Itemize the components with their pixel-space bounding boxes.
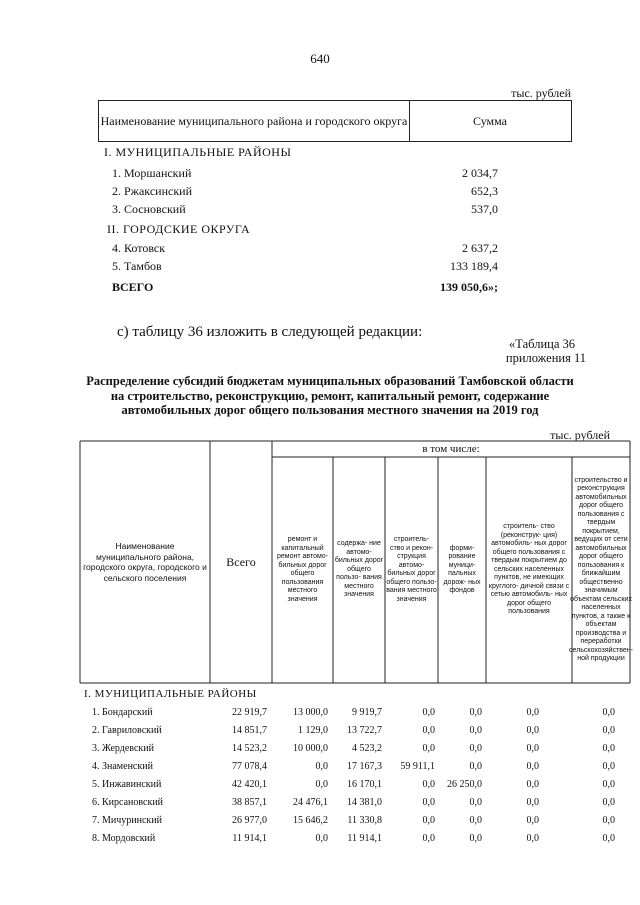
row-c4: 0,0 <box>469 725 482 736</box>
table-caption-number: «Таблица 36 <box>509 337 575 351</box>
row-c3: 59 911,1 <box>400 761 435 772</box>
row-c2: 16 170,1 <box>347 779 382 790</box>
table-row <box>0 707 640 725</box>
row-c1: 10 000,0 <box>293 743 328 754</box>
table1-header-name: Наименование муниципального района и городского округа <box>99 101 410 141</box>
row-c2: 13 722,7 <box>347 725 382 736</box>
row-c5: 0,0 <box>526 725 539 736</box>
row-c5: 0,0 <box>526 707 539 718</box>
table-row <box>0 833 640 851</box>
row-c6: 0,0 <box>602 815 615 826</box>
row-c2: 9 919,7 <box>352 707 382 718</box>
row-c1: 13 000,0 <box>293 707 328 718</box>
table1-header-sum: Сумма <box>473 113 507 128</box>
row-total: 22 919,7 <box>232 707 267 718</box>
row-total: 42 420,1 <box>232 779 267 790</box>
row-c6: 0,0 <box>602 761 615 772</box>
row-name: 8. Мордовский <box>92 833 156 844</box>
total-label: ВСЕГО <box>112 280 154 294</box>
table-title-line: на строительство, реконструкцию, ремонт, капитальный ремонт, содержание <box>110 388 550 403</box>
row-c2: 14 381,0 <box>347 797 382 808</box>
row-c3: 0,0 <box>422 815 435 826</box>
table2-col-header: строительство и реконструкция автомобильных дорог общего пользования с твердым покрытием, ведущих от сети автомобильных дорог общего пользования к ближайшим общественно значимым объектам сельских населенных пунктов, а также к объектам производства и переработки сельскохозяйствен- ной продукции <box>569 476 633 662</box>
row-total: 77 078,4 <box>232 761 267 772</box>
table2-header-including: в том числе: <box>422 443 480 455</box>
table-row <box>0 797 640 815</box>
row-c4: 0,0 <box>469 743 482 754</box>
row-c3: 0,0 <box>422 833 435 844</box>
row-name: 1. Бондарский <box>92 707 153 718</box>
row-c6: 0,0 <box>602 743 615 754</box>
table2-col-header: содержа- ние автомо- бильных дорог общего пользо- вания местного значения <box>334 540 384 599</box>
table-title-line: Распределение субсидий бюджетам муниципальных образований Тамбовской области <box>86 374 574 388</box>
row-c4: 0,0 <box>469 833 482 844</box>
row-value: 133 189,4 <box>450 259 498 273</box>
row-c1: 0,0 <box>315 779 328 790</box>
row-total: 11 914,1 <box>232 833 267 844</box>
row-c6: 0,0 <box>602 833 615 844</box>
table-row <box>0 779 640 797</box>
row-c1: 15 646,2 <box>293 815 328 826</box>
table2-col-header: форми- рование муници- пальных дорож- ных фондов <box>443 544 481 594</box>
row-total: 14 523,2 <box>232 743 267 754</box>
table2-header-name: Наименование муниципального района, городского округа, городского и сельского поселения <box>83 541 207 583</box>
row-name: 7. Мичуринский <box>92 815 162 826</box>
row-c1: 24 476,1 <box>293 797 328 808</box>
row-name: 2. Гавриловский <box>92 725 162 736</box>
row-total: 38 857,1 <box>232 797 267 808</box>
row-c6: 0,0 <box>602 797 615 808</box>
row-value: 2 637,2 <box>462 241 498 255</box>
table-row <box>0 761 640 779</box>
row-c4: 0,0 <box>469 707 482 718</box>
row-c4: 0,0 <box>469 797 482 808</box>
row-c4: 26 250,0 <box>447 779 482 790</box>
section-title: I. МУНИЦИПАЛЬНЫЕ РАЙОНЫ <box>104 145 292 159</box>
row-name: 1. Моршанский <box>112 166 192 180</box>
total-value: 139 050,6»; <box>440 280 498 294</box>
row-c2: 4 523,2 <box>352 743 382 754</box>
row-c2: 11 914,1 <box>347 833 382 844</box>
row-c5: 0,0 <box>526 761 539 772</box>
row-c4: 0,0 <box>469 761 482 772</box>
section-title: II. ГОРОДСКИЕ ОКРУГА <box>107 222 251 236</box>
row-name: 2. Ржаксинский <box>112 184 192 198</box>
row-c3: 0,0 <box>422 725 435 736</box>
table2-col-header: ремонт и капитальный ремонт автомо- бильных дорог общего пользования местного значения <box>276 536 329 603</box>
row-name: 6. Кирсановский <box>92 797 164 808</box>
row-c5: 0,0 <box>526 797 539 808</box>
row-name: 4. Котовск <box>112 241 166 255</box>
table2-section-title: I. МУНИЦИПАЛЬНЫЕ РАЙОНЫ <box>84 688 257 700</box>
row-name: 4. Знаменский <box>92 761 153 772</box>
table2-col-header: строитель- ство (реконструк- ция) автомобиль- ных дорог общего пользования с твердым покрытием до сельских населенных пунктов, не имеющих круглого- дичной связи с сетью автомобиль- ных дорог общего пользования <box>488 523 570 616</box>
row-value: 652,3 <box>471 184 498 198</box>
page-number: 640 <box>310 51 330 66</box>
row-c1: 0,0 <box>315 833 328 844</box>
row-c5: 0,0 <box>526 833 539 844</box>
row-name: 5. Инжавинский <box>92 779 162 790</box>
row-name: 5. Тамбов <box>112 259 162 273</box>
row-c6: 0,0 <box>602 707 615 718</box>
row-c1: 0,0 <box>315 761 328 772</box>
row-c2: 11 330,8 <box>347 815 382 826</box>
row-c3: 0,0 <box>422 707 435 718</box>
row-name: 3. Жердевский <box>92 743 154 754</box>
row-c2: 17 167,3 <box>347 761 382 772</box>
row-c3: 0,0 <box>422 743 435 754</box>
table1-units: тыс. рублей <box>511 86 571 100</box>
row-c3: 0,0 <box>422 797 435 808</box>
instruction-text: с) таблицу 36 изложить в следующей редакции: <box>117 324 423 340</box>
table2-col-header: строитель- ство и рекон- струкция автомо- бильных дорог общего пользо- вания местного значения <box>386 536 437 603</box>
row-c4: 0,0 <box>469 815 482 826</box>
row-value: 537,0 <box>471 202 498 216</box>
row-total: 26 977,0 <box>232 815 267 826</box>
row-c6: 0,0 <box>602 779 615 790</box>
row-c6: 0,0 <box>602 725 615 736</box>
table-caption-appendix: приложения 11 <box>505 351 586 365</box>
table2-header-total: Всего <box>226 554 256 569</box>
row-c3: 0,0 <box>422 779 435 790</box>
row-name: 3. Сосновский <box>112 202 186 216</box>
row-c5: 0,0 <box>526 815 539 826</box>
row-c1: 1 129,0 <box>298 725 328 736</box>
row-c5: 0,0 <box>526 743 539 754</box>
row-c5: 0,0 <box>526 779 539 790</box>
row-total: 14 851,7 <box>232 725 267 736</box>
table-row <box>0 725 640 743</box>
row-value: 2 034,7 <box>462 166 498 180</box>
table-row <box>0 743 640 761</box>
table-row <box>0 815 640 833</box>
table-title-line: автомобильных дорог общего пользования местного значения на 2019 год <box>121 403 539 417</box>
table2-units: тыс. рублей <box>550 428 610 442</box>
